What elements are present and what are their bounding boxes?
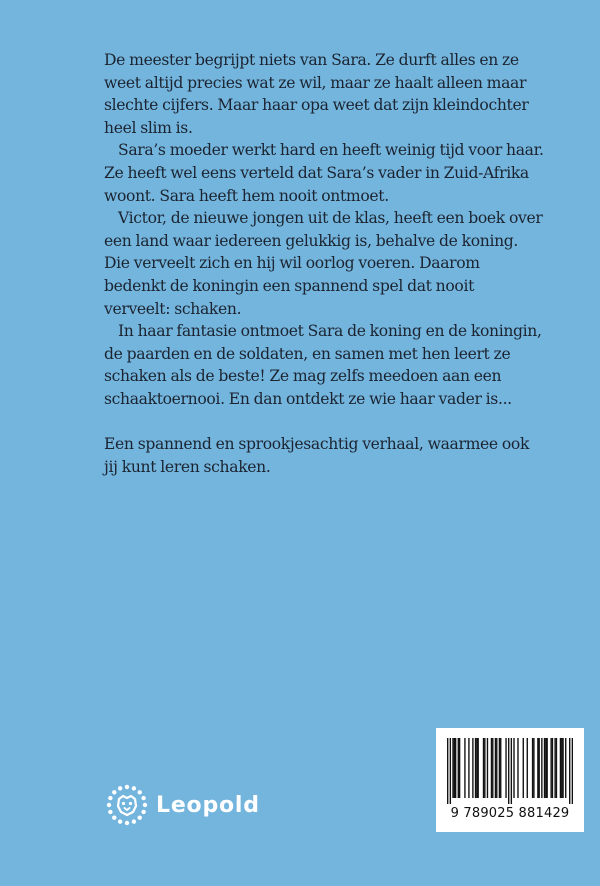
- barcode-bar: [550, 738, 551, 798]
- lion-head-icon: [104, 782, 150, 828]
- barcode-bar: [532, 738, 533, 798]
- barcode-bar: [454, 738, 455, 798]
- blurb-paragraph-4: In haar fantasie ontmoet Sara de koning en de koningin, de paarden en de soldaten, en samen met hen leert ze schaken als de beste! Ze mag zelfs meedoen aan een schaaktoernooi. En dan ontdekt ze wie haar vader is...: [104, 322, 542, 408]
- blurb-text: [104, 49, 544, 478]
- barcode-bar: [545, 738, 546, 798]
- barcode-bar: [487, 738, 488, 798]
- blurb-paragraph-1: De meester begrijpt niets van Sara. Ze durft alles en ze weet altijd precies wat ze wil, maar ze haalt alleen maar slechte cijfers. Maar haar opa weet dat zijn kleindochter heel slim is.: [104, 51, 529, 137]
- barcode-bar: [562, 738, 563, 798]
- barcode-bar: [495, 738, 496, 798]
- barcode-bar: [500, 738, 501, 798]
- barcode-bar: [492, 738, 493, 798]
- publisher-name: Leopold: [156, 792, 260, 818]
- barcode-bar: [513, 738, 514, 798]
- barcode-bar: [527, 738, 528, 798]
- barcode-bar: [455, 738, 456, 798]
- isbn-number: 9 789025 881429: [450, 806, 570, 821]
- barcode-bar: [483, 738, 484, 798]
- barcode-bar: [539, 738, 540, 798]
- barcode-bar: [505, 738, 506, 798]
- blurb-paragraph-2: Sara’s moeder werkt hard en heeft weinig tijd voor haar. Ze heeft wel eens verteld dat Sara’s vader in Zuid-Afrika woont. Sara heeft hem nooit ontmoet.: [104, 141, 544, 205]
- barcode-bar: [499, 738, 500, 798]
- barcode-bar: [561, 738, 562, 798]
- publisher-logo: [104, 783, 260, 827]
- barcode-bar: [546, 738, 547, 798]
- isbn-barcode: [436, 728, 584, 832]
- barcode-bar: [458, 738, 459, 798]
- barcode-bar: [464, 738, 465, 798]
- barcode-bar: [450, 738, 451, 804]
- barcode-bar: [452, 738, 453, 798]
- barcode-bar: [459, 738, 460, 798]
- barcode-bar: [484, 738, 485, 798]
- barcode-bar: [565, 738, 566, 798]
- barcode-bar: [537, 738, 538, 798]
- barcode-bar: [476, 738, 477, 798]
- barcode-bars: [447, 738, 573, 804]
- blurb-paragraph-3: Victor, de nieuwe jongen uit de klas, heeft een boek over een land waar iedereen gelukkig is, behalve de koning. Die verveelt zich en hij wil oorlog voeren. Daarom bedenkt de koningin een spannend spel dat nooit verveelt: schaken.: [104, 209, 543, 318]
- barcode-bar: [572, 738, 573, 804]
- barcode-bar: [447, 738, 448, 804]
- barcode-bar: [475, 738, 476, 798]
- barcode-bar: [472, 738, 473, 798]
- barcode-bar: [544, 738, 545, 798]
- barcode-bar: [533, 738, 534, 798]
- barcode-bar: [523, 738, 524, 798]
- barcode-bar: [491, 738, 492, 798]
- barcode-bar: [554, 738, 555, 798]
- barcode-bar: [508, 738, 509, 804]
- barcode-bar: [496, 738, 497, 798]
- barcode-bar: [478, 738, 479, 798]
- blurb-tagline: Een spannend en sprookjesachtig verhaal, waarmee ook jij kunt leren schaken.: [104, 435, 530, 476]
- barcode-bar: [560, 738, 561, 798]
- barcode-bar: [517, 738, 518, 798]
- barcode-bar: [541, 738, 542, 798]
- barcode-bar: [552, 738, 553, 798]
- barcode-bar: [556, 738, 557, 798]
- barcode-bar: [511, 738, 512, 804]
- barcode-bar: [468, 738, 469, 798]
- barcode-bar: [569, 738, 570, 804]
